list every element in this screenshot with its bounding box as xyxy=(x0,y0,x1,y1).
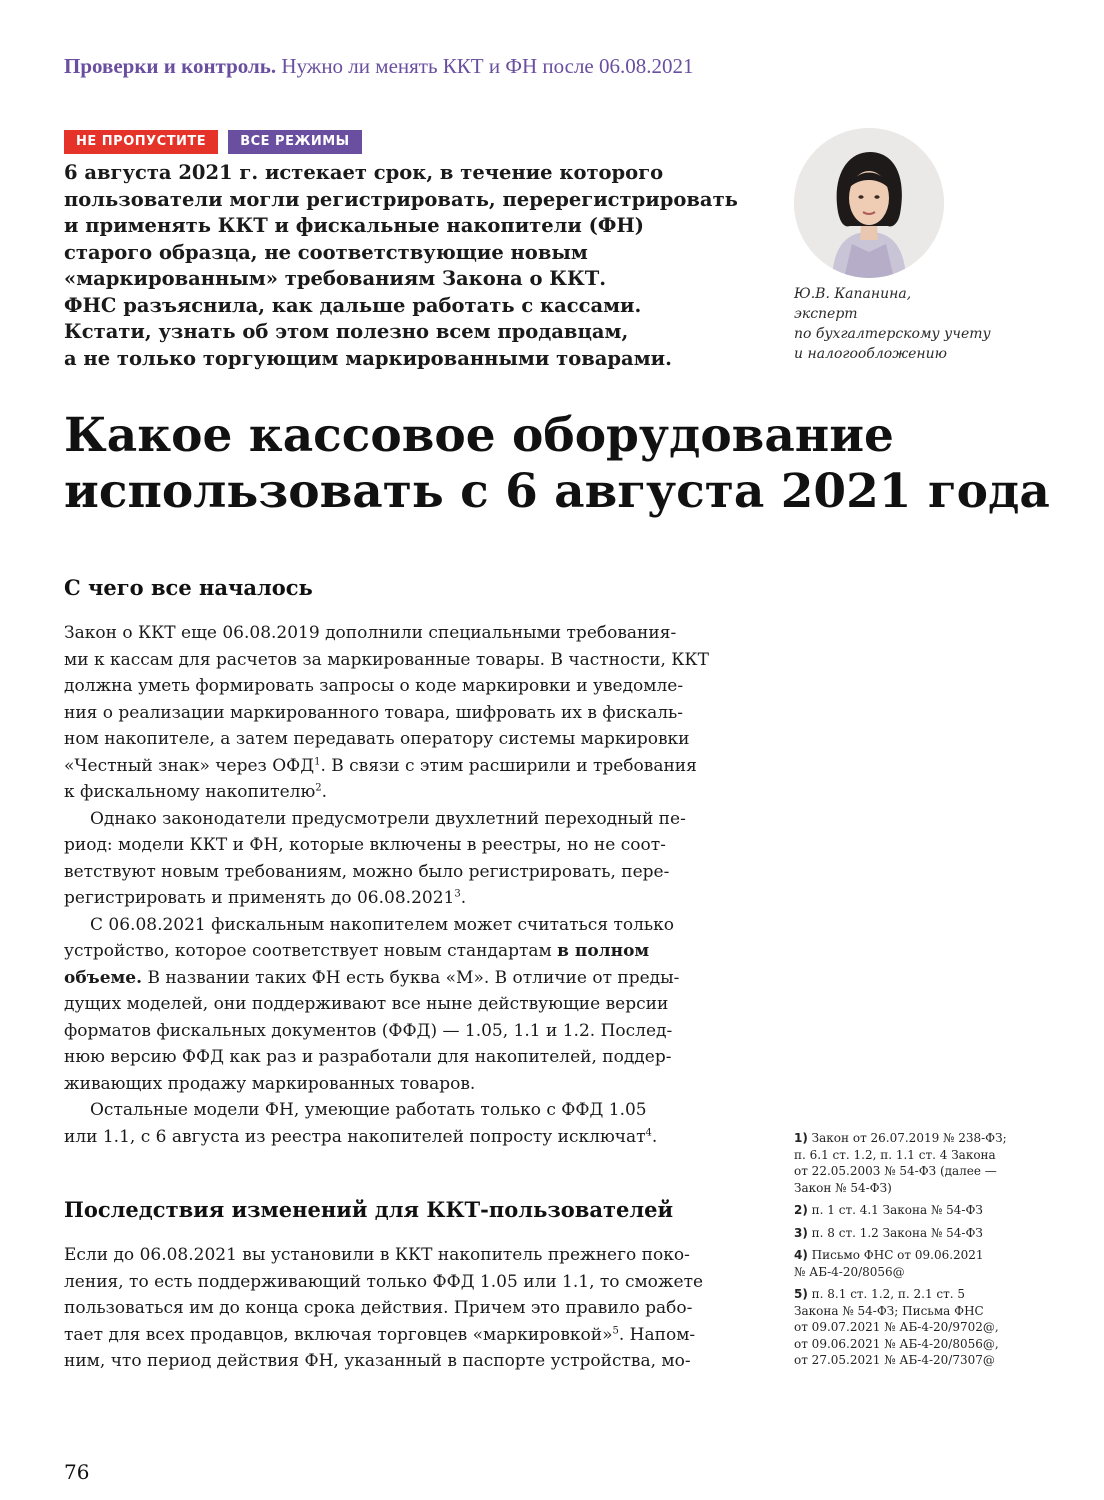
lead-line: старого образца, не соответствующие новым xyxy=(64,240,588,264)
footnote-line: № АБ-4-20/8056@ xyxy=(794,1264,905,1279)
footnote-number: 4) xyxy=(794,1248,808,1262)
author-line: по бухгалтерскому учету xyxy=(794,326,991,342)
body-text-run: . В связи с этим расширили и требования xyxy=(320,755,697,776)
footnote-ref: 3 xyxy=(454,888,461,900)
body-text-run: регистрировать и применять до 06.08.2021 xyxy=(64,888,455,908)
body-text-run: . xyxy=(651,1126,658,1147)
footnote-line: от 27.05.2021 № АБ-4-20/7307@ xyxy=(794,1353,995,1367)
running-head xyxy=(64,54,1044,79)
body-line: ния о реализации маркированного товара, шифровать их в фискаль- xyxy=(64,702,684,723)
author-caption xyxy=(794,284,1044,364)
author-photo xyxy=(794,128,944,278)
footnote-ref: 2 xyxy=(315,782,322,794)
footnote-line: п. 6.1 ст. 1.2, п. 1.1 ст. 4 Закона xyxy=(794,1147,996,1162)
footnote-4 xyxy=(794,1247,1054,1280)
body-text-emphasis: в полном xyxy=(557,941,650,961)
footnote-number: 3) xyxy=(794,1225,808,1240)
body-line: риод: модели ККТ и ФН, которые включены в реестры, но не соот- xyxy=(64,835,666,855)
lead-line: «маркированным» требованиям Закона о ККТ. xyxy=(64,267,607,290)
body-text-run: тает для всех продавцов, включая торговцев «маркировкой» xyxy=(64,1324,613,1345)
footnote-1 xyxy=(794,1130,1054,1196)
body-text-run: В названии таких ФН есть буква «М». В отличие от преды- xyxy=(142,967,680,988)
footnote-number: 5) xyxy=(794,1287,808,1301)
lead-line: 6 августа 2021 г. истекает срок, в течение которого xyxy=(64,161,664,184)
body-line: Если до 06.08.2021 вы установили в ККТ накопитель прежнего поко- xyxy=(64,1245,690,1265)
author-portrait-icon xyxy=(794,128,944,278)
body-text-run: . Напом- xyxy=(618,1324,696,1345)
body-line xyxy=(64,965,744,992)
footnote-text: Письмо ФНС от 09.06.2021 xyxy=(811,1248,984,1262)
body-line: Закон о ККТ еще 06.08.2019 дополнили специальными требования- xyxy=(64,623,677,643)
section1-body xyxy=(64,620,744,1150)
tag-all-regimes: ВСЕ РЕЖИМЫ xyxy=(228,130,361,154)
footnote-text: Закон от 26.07.2019 № 238-ФЗ; xyxy=(811,1131,1007,1145)
body-line: дущих моделей, они поддерживают все ныне действующие версии xyxy=(64,994,669,1014)
section-heading-origin: С чего все началось xyxy=(64,575,313,600)
footnote-5 xyxy=(794,1286,1054,1369)
lead-line: и применять ККТ и фискальные накопители (ФН) xyxy=(64,214,645,237)
body-line: Однако законодатели предусмотрели двухлетний переходный пе- xyxy=(90,808,686,829)
body-line xyxy=(64,753,744,780)
lead-line: пользователи могли регистрировать, перерегистрировать xyxy=(64,187,738,211)
body-text-run: «Честный знак» через ОФД xyxy=(64,755,315,776)
headline-line: использовать с 6 августа 2021 года xyxy=(64,464,1050,519)
body-text-run: устройство, которое соответствует новым стандартам xyxy=(64,941,558,961)
article-headline xyxy=(64,408,1054,520)
footnotes xyxy=(794,1130,1054,1375)
footnote-ref: 1 xyxy=(314,755,321,767)
lead-line: Кстати, узнать об этом полезно всем продавцам, xyxy=(64,320,629,343)
footnote-line xyxy=(794,1286,1054,1303)
body-line: С 06.08.2021 фискальным накопителем может считаться только xyxy=(90,914,675,935)
running-head-section: Проверки и контроль. xyxy=(64,54,277,78)
footnote-ref: 4 xyxy=(645,1126,652,1138)
body-line xyxy=(64,779,744,806)
body-line: пользоваться им до конца срока действия. Причем это правило рабо- xyxy=(64,1298,693,1318)
footnote-line: Закон № 54-ФЗ) xyxy=(794,1180,892,1195)
body-line xyxy=(64,938,744,965)
footnote-line: от 22.05.2003 № 54-ФЗ (далее — xyxy=(794,1164,997,1178)
tag-dont-miss: НЕ ПРОПУСТИТЕ xyxy=(64,130,218,154)
lead-paragraph xyxy=(64,160,764,372)
footnote-line: от 09.07.2021 № АБ-4-20/9702@, xyxy=(794,1320,999,1334)
body-line xyxy=(64,1124,744,1151)
lead-line: ФНС разъяснила, как дальше работать с кассами. xyxy=(64,293,642,317)
body-text-run: . xyxy=(460,888,467,908)
footnote-text: п. 8 ст. 1.2 Закона № 54-ФЗ xyxy=(811,1225,983,1240)
footnote-line xyxy=(794,1202,1054,1219)
body-line: ном накопителе, а затем передавать оператору системы маркировки xyxy=(64,729,690,749)
footnote-line xyxy=(794,1225,1054,1242)
footnote-number: 2) xyxy=(794,1203,808,1217)
author-line: и налогообложению xyxy=(794,346,947,362)
body-line: Остальные модели ФН, умеющие работать только с ФФД 1.05 xyxy=(90,1100,647,1120)
footnote-2 xyxy=(794,1202,1054,1219)
body-line: ним, что период действия ФН, указанный в паспорте устройства, мо- xyxy=(64,1351,691,1371)
running-head-title: Нужно ли менять ККТ и ФН после 06.08.2021 xyxy=(281,54,694,78)
footnote-text: п. 8.1 ст. 1.2, п. 2.1 ст. 5 xyxy=(811,1287,966,1301)
footnote-number: 1) xyxy=(794,1131,808,1145)
body-text-emphasis: объеме. xyxy=(64,967,143,988)
footnote-ref: 5 xyxy=(612,1324,619,1336)
body-line: ления, то есть поддерживающий только ФФД 1.05 или 1.1, то сможете xyxy=(64,1271,704,1292)
body-text-run: или 1.1, с 6 августа из реестра накопителей попросту исключат xyxy=(64,1126,646,1147)
body-line xyxy=(64,885,744,912)
footnote-text: п. 1 ст. 4.1 Закона № 54-ФЗ xyxy=(811,1203,983,1217)
tag-list xyxy=(64,130,362,154)
author-line: эксперт xyxy=(794,306,858,322)
footnote-line xyxy=(794,1130,1054,1147)
author-line: Ю.В. Капанина, xyxy=(794,286,912,302)
footnote-line: от 09.06.2021 № АБ-4-20/8056@, xyxy=(794,1336,999,1351)
headline-line: Какое кассовое оборудование xyxy=(64,408,894,463)
body-line: форматов фискальных документов (ФФД) — 1.05, 1.1 и 1.2. Послед- xyxy=(64,1020,673,1041)
section2-body xyxy=(64,1242,744,1375)
body-text-run: к фискальному накопителю xyxy=(64,782,316,802)
section-heading-consequences: Последствия изменений для ККТ-пользователей xyxy=(64,1197,674,1222)
body-line xyxy=(64,1322,744,1349)
body-line: ми к кассам для расчетов за маркированные товары. В частности, ККТ xyxy=(64,649,709,670)
body-line: должна уметь формировать запросы о коде маркировки и уведомле- xyxy=(64,676,684,696)
body-line: нюю версию ФФД как раз и разработали для накопителей, поддер- xyxy=(64,1047,672,1067)
body-line: живающих продажу маркированных товаров. xyxy=(64,1073,476,1094)
lead-line: а не только торгующим маркированными товарами. xyxy=(64,346,672,370)
body-line: ветствуют новым требованиям, можно было регистрировать, пере- xyxy=(64,861,670,882)
footnote-line: Закона № 54-ФЗ; Письма ФНС xyxy=(794,1303,984,1318)
footnote-3 xyxy=(794,1225,1054,1242)
footnote-line xyxy=(794,1247,1054,1264)
body-text-run: . xyxy=(321,782,328,802)
page-number: 76 xyxy=(64,1460,90,1484)
